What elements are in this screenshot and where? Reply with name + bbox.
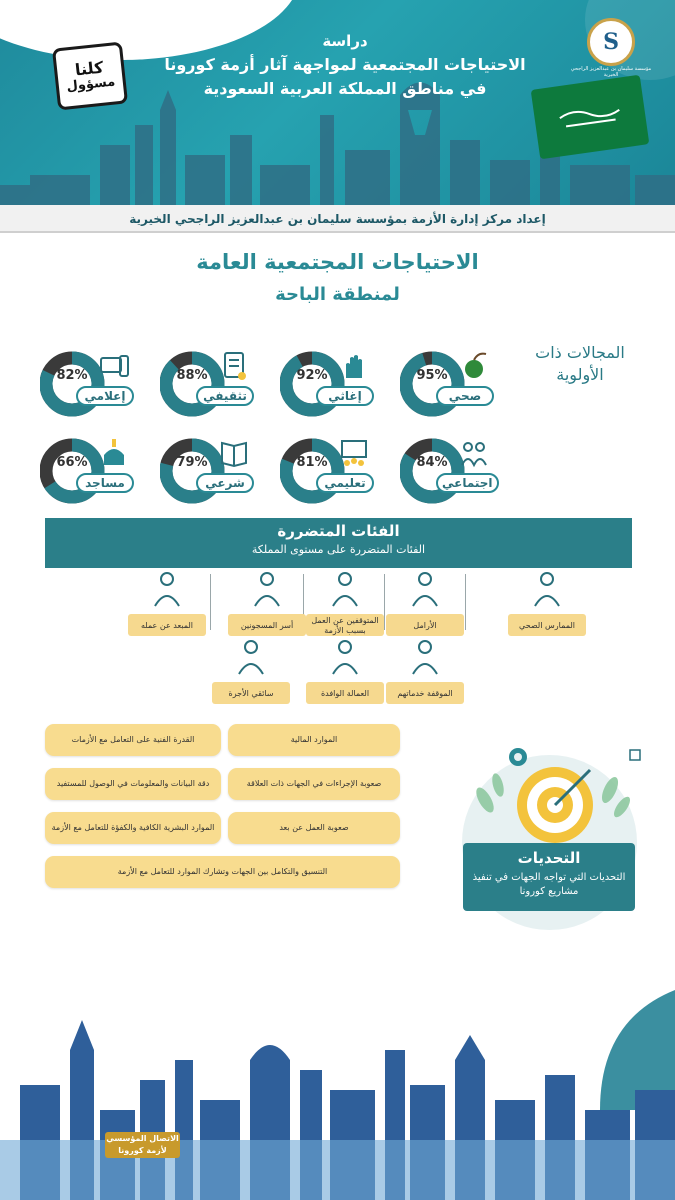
group-label: المتوقفين عن العمل بسبب الأزمة: [306, 614, 384, 636]
affected-group: [386, 636, 464, 732]
challenge-item: الموارد البشرية الكافية والكفؤة للتعامل مع الأزمة: [45, 812, 221, 844]
study-title: [150, 32, 540, 98]
challenge-item: دقة البيانات والمعلومات في الوصول للمستفيد: [45, 768, 221, 800]
domain-donut: [40, 425, 134, 519]
section-title: الاحتياجات المجتمعية العامة: [196, 250, 479, 274]
title-line: الاحتياجات المجتمعية لمواجهة آثار أزمة كورونا: [164, 55, 526, 74]
divider: [210, 574, 211, 630]
domain-label: إعلامي: [76, 386, 134, 406]
priority-label: المجالات ذات الأولوية: [535, 343, 625, 384]
badge-text: لأزمة كورونا: [118, 1146, 167, 1155]
badge-text: الاتصال المؤسسي: [106, 1134, 179, 1143]
domain-donut: [400, 338, 494, 432]
unemployed-icon: [325, 568, 365, 608]
domain-label: تعليمي: [316, 473, 374, 493]
family-icon: [247, 568, 287, 608]
domain-label: صحي: [436, 386, 494, 406]
kulluna-masool-logo: [52, 42, 128, 111]
mosque-icon: [98, 437, 130, 469]
book-icon: [218, 437, 250, 469]
group-label: الأرامل: [386, 614, 464, 636]
credits-strip: إعداد مركز إدارة الأزمة بمؤسسة سليمان بن عبدالعزيز الراجحي الخيرية: [0, 205, 675, 233]
challenges-subtitle: التحديات التي تواجه الجهات في تنفيذ مشاريع كورونا: [472, 872, 626, 897]
affected-group: [508, 568, 586, 664]
domain-percent: 79%: [176, 455, 208, 470]
challenge-item: الموارد المالية: [228, 724, 400, 756]
domain-percent: 66%: [56, 455, 88, 470]
group-label: أسر المسجونين: [228, 614, 306, 636]
domain-label: إغاثي: [316, 386, 374, 406]
domain-label: تثقيفي: [196, 386, 254, 406]
people-icon: [458, 437, 490, 469]
challenge-item: صعوبة العمل عن بعد: [228, 812, 400, 844]
affected-group: [128, 568, 206, 664]
section-subtitle: لمنطقة الباحة: [275, 284, 400, 305]
footer-skyline-graphic: [0, 990, 675, 1200]
divider: [384, 574, 385, 630]
workers-icon: [325, 636, 365, 676]
suspended-icon: [405, 636, 445, 676]
domain-percent: 84%: [416, 455, 448, 470]
foundation-caption: مؤسسة سليمان بن عبدالعزيز الراجحي الخيرية: [570, 66, 652, 78]
group-label: المبعد عن عمله: [128, 614, 206, 636]
foundation-logo-icon: S: [587, 18, 635, 66]
dismissed-icon: [147, 568, 187, 608]
document-icon: [218, 350, 250, 382]
corporate-communication-badge: [105, 1132, 180, 1158]
devices-icon: [98, 350, 130, 382]
domain-donut: [280, 425, 374, 519]
domain-label: شرعي: [196, 473, 254, 493]
group-label: العمالة الوافدة: [306, 682, 384, 704]
challenges-heading-box: [463, 843, 635, 911]
domain-percent: 95%: [416, 368, 448, 383]
affected-group: [212, 636, 290, 732]
group-label: سائقي الأجرة: [212, 682, 290, 704]
taxi-icon: [231, 636, 271, 676]
challenges-title: التحديات: [517, 849, 581, 867]
affected-groups-header: [45, 518, 632, 568]
divider: [465, 574, 466, 630]
logo-text: كلنا: [74, 57, 105, 80]
domain-donut: [160, 338, 254, 432]
domain-donut: [160, 425, 254, 519]
domain-donut: [280, 338, 374, 432]
groups-title: الفئات المتضررة: [277, 522, 400, 540]
domain-label: مساجد: [76, 473, 134, 493]
challenge-item: صعوبة الإجراءات في الجهات ذات العلاقة: [228, 768, 400, 800]
header-banner: [0, 0, 675, 205]
domain-percent: 88%: [176, 368, 208, 383]
group-label: الممارس الصحي: [508, 614, 586, 636]
domain-donut: [40, 338, 134, 432]
domain-percent: 92%: [296, 368, 328, 383]
domain-percent: 82%: [56, 368, 88, 383]
title-line: في مناطق المملكة العربية السعودية: [203, 79, 487, 98]
domain-percent: 81%: [296, 455, 328, 470]
title-line: دراسة: [322, 32, 368, 50]
hand-icon: [338, 350, 370, 382]
challenge-item: القدرة الفنية على التعامل مع الأزمات: [45, 724, 221, 756]
widow-icon: [405, 568, 445, 608]
apple-icon: [458, 350, 490, 382]
groups-subtitle: الفئات المتضررة على مستوى المملكة: [251, 543, 426, 556]
logo-text: مسؤول: [65, 74, 116, 95]
group-label: الموقفة خدماتهم: [386, 682, 464, 704]
challenge-item: التنسيق والتكامل بين الجهات وتشارك الموارد للتعامل مع الأزمة: [45, 856, 400, 888]
target-icon: [460, 745, 650, 855]
domain-label: اجتماعي: [436, 473, 499, 493]
health-worker-icon: [527, 568, 567, 608]
classroom-icon: [338, 437, 370, 469]
affected-group: [306, 636, 384, 732]
domain-donut: [400, 425, 494, 519]
